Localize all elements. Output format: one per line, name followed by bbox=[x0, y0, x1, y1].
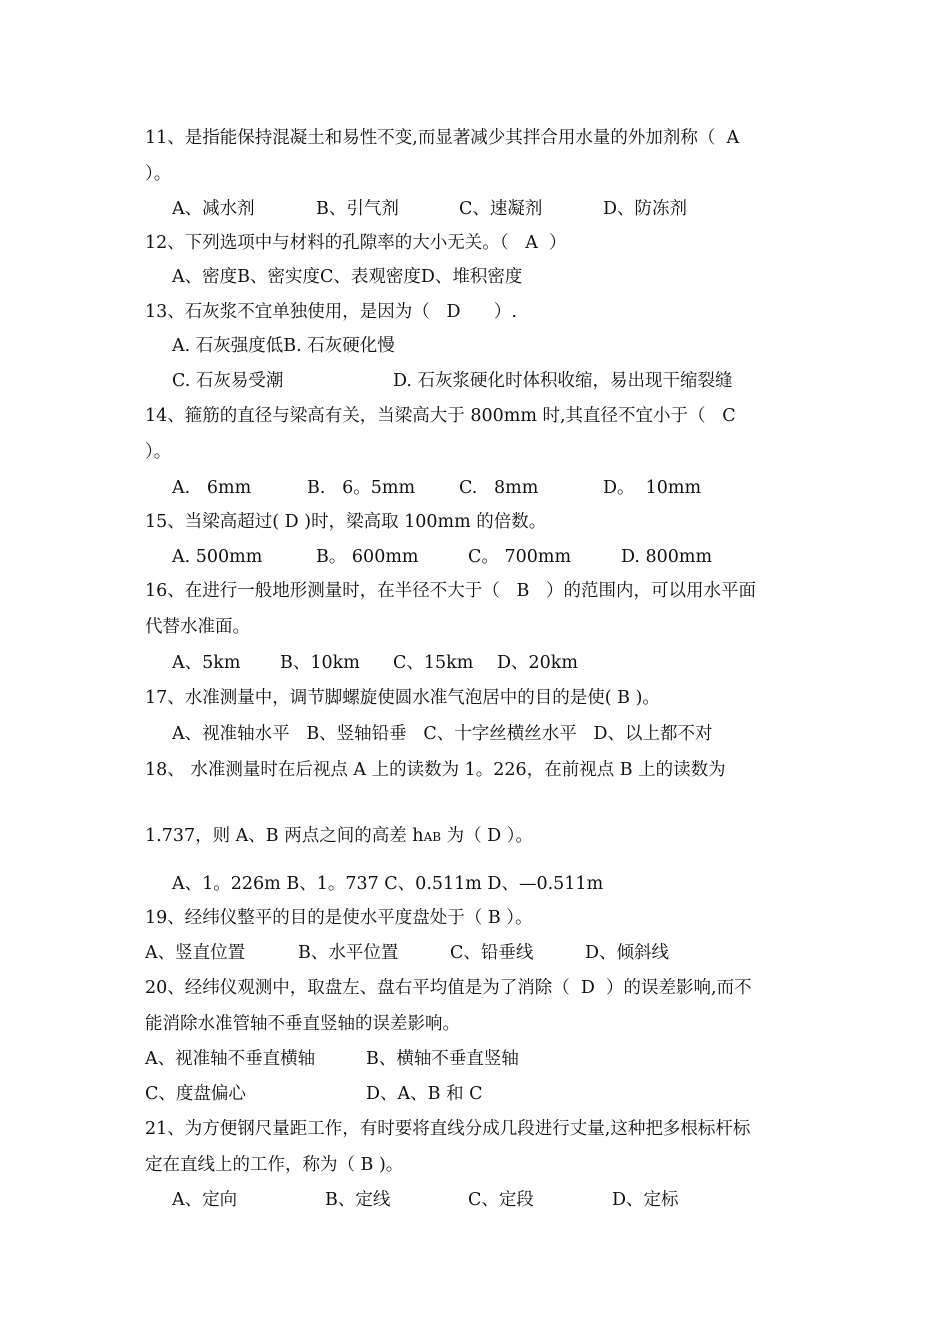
q11-option-a: A、减水剂 bbox=[172, 199, 255, 219]
q15-option-d: D. 800mm bbox=[621, 547, 713, 567]
q21-option-a: A、定向 bbox=[172, 1190, 238, 1210]
question-18-text-cont bbox=[145, 825, 533, 848]
q16-option-c: C、15km bbox=[393, 653, 474, 673]
question-16-text: 16、在进行一般地形测量时，在半径不大于（ B ）的范围内，可以用水平面 bbox=[145, 581, 757, 601]
question-14-text-cont: ）。 bbox=[145, 442, 172, 462]
q13-option-d: D. 石灰浆硬化时体积收缩，易出现干缩裂缝 bbox=[393, 371, 733, 391]
q14-option-d: D。 10mm bbox=[603, 478, 702, 498]
q16-option-b: B、10km bbox=[280, 653, 360, 673]
q13-options-row1: A. 石灰强度低B. 石灰硬化慢 bbox=[172, 336, 395, 356]
question-12-text: 12、下列选项中与材料的孔隙率的大小无关。（ A ） bbox=[145, 233, 567, 253]
q20-option-a: A、视准轴不垂直横轴 bbox=[145, 1049, 316, 1069]
q14-option-c: C. 8mm bbox=[459, 478, 539, 498]
q15-option-a: A. 500mm bbox=[172, 547, 263, 567]
question-21-text: 21、为方便钢尺量距工作，有时要将直线分成几段进行丈量,这种把多根标杆标 bbox=[145, 1119, 751, 1139]
question-18-text: 18、 水准测量时在后视点 A 上的读数为 1。226，在前视点 B 上的读数为 bbox=[145, 760, 726, 780]
q20-option-c: C、度盘偏心 bbox=[145, 1084, 246, 1104]
q16-option-a: A、5km bbox=[172, 653, 241, 673]
question-19-text: 19、经纬仪整平的目的是使水平度盘处于（ B ）。 bbox=[145, 908, 533, 928]
q18-options: A、1。226m B、1。737 C、0.511m D、—0.511m bbox=[172, 874, 604, 894]
question-21-text-cont: 定在直线上的工作，称为（ B )。 bbox=[145, 1155, 404, 1175]
q12-options: A、密度B、密实度C、表观密度D、堆积密度 bbox=[172, 267, 523, 287]
q14-option-b: B. 6。5mm bbox=[307, 478, 416, 498]
q21-option-d: D、定标 bbox=[612, 1190, 679, 1210]
question-20-text: 20、经纬仪观测中，取盘左、盘右平均值是为了消除（ D ）的误差影响,而不 bbox=[145, 978, 752, 998]
q20-option-b: B、横轴不垂直竖轴 bbox=[366, 1049, 519, 1069]
question-11-text-cont: ）。 bbox=[145, 164, 172, 184]
q16-option-d: D、20km bbox=[497, 653, 578, 673]
question-13-text: 13、石灰浆不宜单独使用，是因为（ D ）. bbox=[145, 302, 517, 322]
q17-options: A、视准轴水平 B、竖轴铅垂 C、十字丝横丝水平 D、以上都不对 bbox=[172, 724, 713, 744]
q18-subscript: AB bbox=[423, 830, 442, 844]
q11-option-c: C、速凝剂 bbox=[459, 199, 543, 219]
q19-option-d: D、倾斜线 bbox=[585, 943, 670, 963]
q15-option-b: B。 600mm bbox=[316, 547, 419, 567]
question-11-text: 11、是指能保持混凝土和易性不变,而显著减少其拌合用水量的外加剂称（ A bbox=[145, 128, 740, 148]
q21-option-b: B、定线 bbox=[325, 1190, 391, 1210]
q11-option-d: D、防冻剂 bbox=[603, 199, 688, 219]
q11-option-b: B、引气剂 bbox=[316, 199, 399, 219]
q18-text-post: 为（ D ）。 bbox=[441, 826, 534, 846]
question-15-text: 15、当梁高超过( D )时，梁高取 100mm 的倍数。 bbox=[145, 512, 547, 532]
q19-option-b: B、水平位置 bbox=[298, 943, 399, 963]
q19-option-c: C、铅垂线 bbox=[450, 943, 534, 963]
question-14-text: 14、箍筋的直径与梁高有关，当梁高大于 800mm 时,其直径不宜小于（ C bbox=[145, 406, 736, 426]
q20-option-d: D、A、B 和 C bbox=[366, 1084, 483, 1104]
q15-option-c: C。 700mm bbox=[468, 547, 572, 567]
q13-option-c: C. 石灰易受潮 bbox=[172, 371, 284, 391]
question-17-text: 17、水准测量中，调节脚螺旋使圆水准气泡居中的目的是使( B )。 bbox=[145, 688, 660, 708]
q21-option-c: C、定段 bbox=[468, 1190, 534, 1210]
question-20-text-cont: 能消除水准管轴不垂直竖轴的误差影响。 bbox=[145, 1014, 460, 1034]
question-16-text-cont: 代替水准面。 bbox=[145, 617, 250, 637]
q19-option-a: A、竖直位置 bbox=[145, 943, 246, 963]
q18-text-pre: 1.737，则 A、B 两点之间的高差 h bbox=[145, 826, 424, 846]
q14-option-a: A. 6mm bbox=[172, 478, 252, 498]
